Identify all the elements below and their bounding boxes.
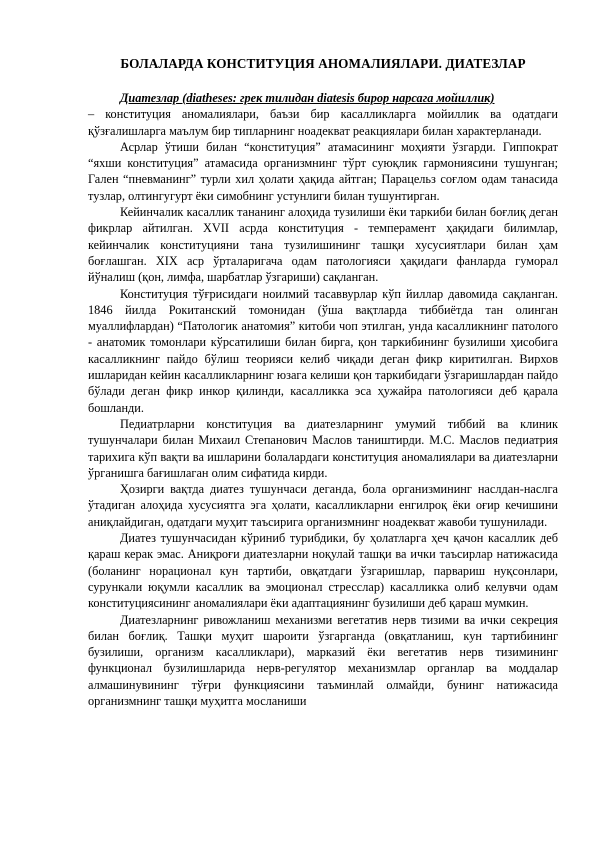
document-page (88, 56, 558, 709)
definition-body: – конституция аномалиялари, баъзи бир касалликларга мойиллик ва одатдаги қўзғалишларга маълум бир типларнинг ноадекват реакциялари билан характерланади. (88, 107, 558, 138)
paragraph-history-terms: Асрлар ўтиши билан “конституция” атамасининг моҳияти ўзгарди. Гиппократ “яхши конституция” атамасида организмнинг тўрт суюқлик гармониясини тушунган; Гален “пневманинг” турли хил ҳолати ҳақида айтган; Парацельз соғлом одам танасида тузлар, олтингугурт ёки симобнинг устунлиги билан тушунтирган. (88, 139, 558, 203)
paragraph-rokitansky-virchow: Конституция тўғрисидаги ноилмий тасаввурлар кўп йиллар давомида сақланган. 1846 йилда Рокитанский томонидан (ўша вақтларда тиббиётда тан олинган муаллифлардан) “Патологик анатомия” китоби чоп этилган, унда касалликнинг патолого - анатомик томонлари кўрсатилиши билан бирга, қон таркибининг бузилиши ҳисобига касалликнинг пайдо бўлиш теорияси келиб чиқади деган фикр киритилган. Вирхов ишларидан кейин касалликларнинг юзага келиши қон таркибидаги ўзгаришлардан пайдо бўлади деган фикр инкор қилинди, касалликка эса ҳужайра патологияси деб қарала бошланди. (88, 286, 558, 415)
paragraph-later-views: Кейинчалик касаллик тананинг алоҳида тузилиши ёки таркиби билан боғлиқ деган фикрлар айтилган. XVII асрда конституция - темперамент ҳақидаги билимлар, кейинчалик конституцияни тана тузилишининг ташқи хусусиятлари билан ҳам боғлашган. XIX аср ўрталаригача одам патологияси ҳақидаги фанларда гуморал йўналиш (қон, лимфа, шарбатлар ўзгариши) сақланган. (88, 205, 558, 285)
paragraph-maslov: Педиатрларни конституция ва диатезларнинг умумий тиббий ва клиник тушунчалари билан Михаил Степанович Маслов таништирди. М.С. Маслов педиатрия тарихига кўп вақти ва ишларини болалардаги конституция аномалиялари ва диатезларни ўрганишга бағишлаган олим сифатида кирди. (88, 416, 558, 480)
document-title: БОЛАЛАРДА КОНСТИТУЦИЯ АНОМАЛИЯЛАРИ. ДИАТЕЗЛАР (120, 56, 526, 71)
paragraph-not-disease: Диатез тушунчасидан кўриниб турибдики, бу ҳолатларга ҳеч қачон касаллик деб қараш керак эмас. Аниқроғи диатезларни ноқулай ташқи ва ички таъсирлар натижасида (боланинг норационал кун тартиби, овқатдаги ўзгаришлар, парвариш нуқсонлари, сурункали юқумли касаллик ва эмоционал стресслар) касалликка олиб келувчи одам конституциясининг аномалиялари ёки адаптациянинг бузилиши деб қараш мумкин. (88, 531, 558, 611)
paragraph-mechanism: Диатезларнинг ривожланиш механизми вегетатив нерв тизими ва ички секреция билан боғлиқ. Ташқи муҳит шароити ўзгарганда (овқатланиш, кун тартибининг бузилиши, организм касалликлари), марказий ёки вегетатив нерв тизимининг функционал бузилишларида нерв-регулятор механизмлар органлар ва моддалар алмашинувининг тўғри функциясини таъминлай олмайди, бунинг натижасида организмнинг ташқи муҳитга мосланиши (88, 612, 558, 708)
paragraph-modern-definition: Ҳозирги вақтда диатез тушунчаси деганда, бола организмининг наслдан-наслга ўтадиган алоҳида хусусиятга эга ҳолати, касалликларни енгилроқ ёки оғир кечишини аниқлайдиган, одатдаги муҳит таъсирига организмнинг ноадекват жавоби тушунилади. (88, 482, 558, 529)
definition-lead: Диатезлар (diatheses: грек тилидан diatesis бирор нарсага мойиллик) (120, 91, 495, 105)
paragraph-definition (88, 90, 558, 139)
